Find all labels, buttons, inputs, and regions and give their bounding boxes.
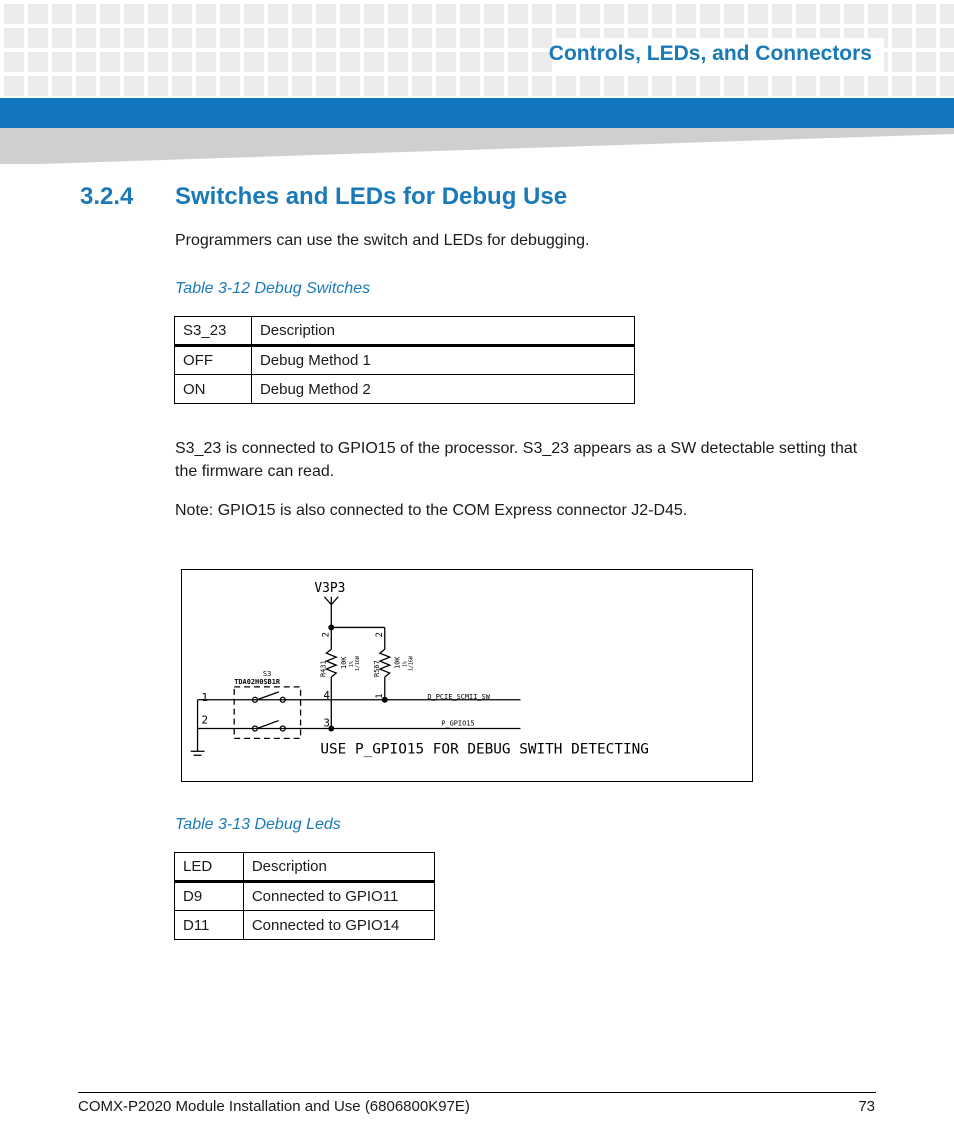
- r431-power-label: 1/16W: [355, 656, 362, 672]
- footer-document-title: COMX-P2020 Module Installation and Use (6806800K97E): [78, 1098, 470, 1115]
- pin-3-label: 3: [323, 716, 330, 730]
- schematic-caption: USE P_GPIO15 FOR DEBUG SWITH DETECTING: [320, 741, 649, 758]
- table-cell: ON: [175, 375, 252, 404]
- r567-value-label: 10K: [393, 656, 402, 670]
- section-number: 3.2.4: [80, 183, 134, 210]
- table-header-cell: Description: [251, 317, 634, 346]
- footer-rule: [78, 1092, 876, 1093]
- r567-ref-label: R567: [372, 660, 381, 677]
- footer-page-number: 73: [858, 1098, 875, 1115]
- net-2-label: P_GPIO15: [441, 719, 475, 728]
- table-cell: Debug Method 1: [251, 346, 634, 375]
- table-caption-switches: Table 3-12 Debug Switches: [175, 280, 371, 297]
- r431-tol-label: 1%: [349, 661, 356, 668]
- table-header-cell: Description: [243, 853, 434, 882]
- table-header-cell: LED: [175, 853, 244, 882]
- net-1-label: D_PCIE_SCMII_SW: [427, 692, 490, 701]
- section-title: Switches and LEDs for Debug Use: [175, 183, 568, 210]
- table-cell: Debug Method 2: [251, 375, 634, 404]
- switch-ref-label: S3: [262, 669, 272, 678]
- running-header-title: Controls, LEDs, and Connectors: [548, 42, 872, 65]
- table-header-row: [175, 853, 435, 882]
- header-gray-wedge: [0, 128, 954, 164]
- note-paragraph: Note: GPIO15 is also connected to the COM Express connector J2-D45.: [175, 502, 688, 519]
- table-cell: D9: [175, 882, 244, 911]
- r431-pin-top-label: 2: [321, 631, 332, 638]
- table-row: [175, 882, 435, 911]
- switch-part-label: TDA02H0SB1R: [234, 677, 281, 686]
- table-header-row: [175, 317, 635, 346]
- gpio-paragraph: S3_23 is connected to GPIO15 of the processor. S3_23 appears as a SW detectable setting that the firmware can read.: [175, 440, 858, 480]
- pin-1-label: 1: [201, 690, 209, 704]
- table-row: [175, 375, 635, 404]
- table-row: [175, 346, 635, 375]
- supply-label: V3P3: [314, 580, 346, 596]
- table-cell: Connected to GPIO14: [243, 911, 434, 940]
- header-blue-band: [0, 98, 954, 128]
- intro-paragraph: Programmers can use the switch and LEDs for debugging.: [175, 232, 590, 249]
- table-row: [175, 911, 435, 940]
- r567-pin-bottom-label: 1: [374, 693, 385, 699]
- debug-switches-table: [174, 316, 635, 404]
- r431-ref-label: R431: [319, 660, 328, 677]
- table-cell: D11: [175, 911, 244, 940]
- table-cell: OFF: [175, 346, 252, 375]
- pin-2-label: 2: [201, 713, 209, 727]
- table-caption-leds: Table 3-13 Debug Leds: [175, 816, 341, 833]
- r567-pin-top-label: 2: [374, 631, 385, 638]
- table-header-cell: S3_23: [175, 317, 252, 346]
- table-cell: Connected to GPIO11: [243, 882, 434, 911]
- debug-switch-schematic: [181, 569, 753, 782]
- r567-power-label: 1/16W: [408, 656, 415, 672]
- debug-leds-table: [174, 852, 435, 940]
- pin-4-label: 4: [323, 688, 330, 702]
- r567-tol-label: 1%: [402, 661, 409, 668]
- r431-value-label: 10K: [340, 656, 349, 670]
